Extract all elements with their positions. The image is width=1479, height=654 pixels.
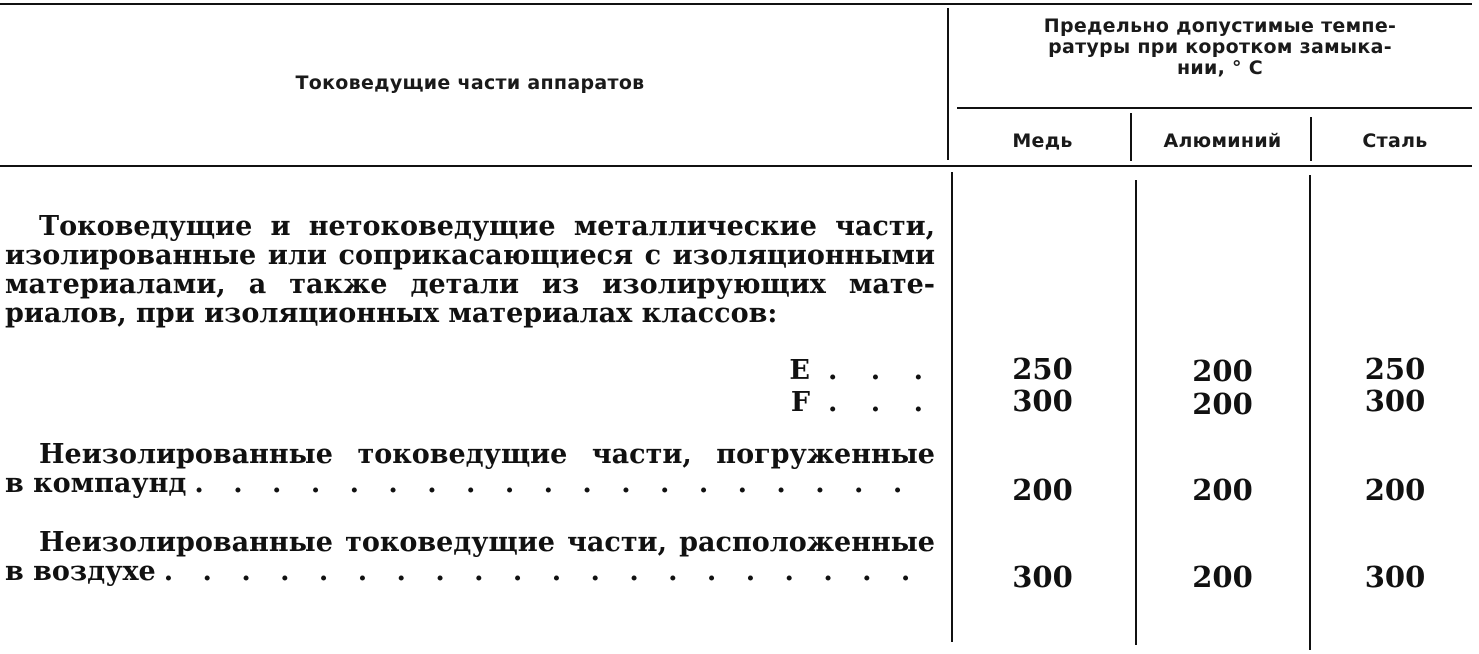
column-divider-aluminium-header: [1310, 117, 1312, 161]
leader-dots: . . .: [828, 355, 935, 386]
description-line: в воздухе: [5, 556, 156, 587]
air-aluminium-value: 200: [1192, 560, 1253, 594]
description-line: риалов, при изоляционных материалах классов:: [5, 298, 778, 329]
parts-column-header: Токоведущие части аппаратов: [295, 72, 645, 94]
table-top-rule: [0, 3, 1472, 5]
class-f-label: F: [790, 387, 810, 418]
class-e-label: E: [789, 355, 810, 386]
column-divider-copper-header: [1130, 113, 1132, 161]
steel-column-header: Сталь: [1362, 130, 1428, 152]
air-steel-value: 300: [1364, 560, 1426, 594]
class-f-row: [791, 388, 935, 417]
header-group-rule: [957, 107, 1472, 109]
class-f-aluminium-value: 200: [1192, 387, 1253, 421]
column-divider-copper-body: [1135, 180, 1137, 645]
compound-aluminium-value: 200: [1192, 473, 1253, 507]
class-f-steel-value: 300: [1364, 384, 1426, 418]
description-line: Неизолированные токоведущие части, расположенные: [39, 527, 935, 558]
column-divider-main: [947, 8, 949, 160]
column-divider-aluminium-body: [1309, 175, 1311, 650]
leader-dots: . . . . . . . . . . . . . . . . . . . .: [163, 557, 921, 586]
temperature-group-header-line: ратуры при коротком замыка-: [1048, 36, 1392, 58]
description-line: Токоведущие и нетоковедущие металлические части,: [39, 211, 935, 242]
class-e-row: [789, 356, 935, 385]
leader-dots: . . .: [828, 387, 935, 418]
description-last-line: [5, 469, 935, 498]
class-f-copper-value: 300: [1012, 384, 1073, 418]
class-e-steel-value: 250: [1364, 352, 1426, 386]
description-last-line: [5, 557, 935, 586]
row-air-description: [5, 528, 935, 586]
leader-dots: . . . . . . . . . . . . . . . . . . .: [194, 469, 913, 498]
row-compound-description: [5, 440, 935, 498]
column-divider-main-body: [951, 172, 953, 642]
description-line: Неизолированные токоведущие части, погруженные: [39, 439, 935, 470]
compound-steel-value: 200: [1364, 473, 1426, 507]
compound-copper-value: 200: [1012, 473, 1073, 507]
copper-column-header: Медь: [1012, 130, 1073, 152]
temperature-group-header: [985, 16, 1455, 79]
class-e-aluminium-value: 200: [1192, 354, 1253, 388]
description-line: изолированные или соприкасающиеся с изоляционными: [5, 240, 935, 271]
temperature-group-header-line: нии, ° С: [1176, 57, 1264, 79]
class-e-copper-value: 250: [1012, 352, 1073, 386]
aluminium-column-header: Алюминий: [1163, 130, 1282, 152]
row-insulated-parts-description: [5, 212, 935, 328]
air-copper-value: 300: [1012, 560, 1073, 594]
description-line: материалами, а также детали из изолирующих мате-: [5, 269, 935, 300]
temperature-group-header-line: Предельно допустимые темпе-: [1043, 15, 1397, 37]
header-bottom-rule: [0, 165, 1472, 167]
description-line: в компаунд: [5, 468, 187, 499]
